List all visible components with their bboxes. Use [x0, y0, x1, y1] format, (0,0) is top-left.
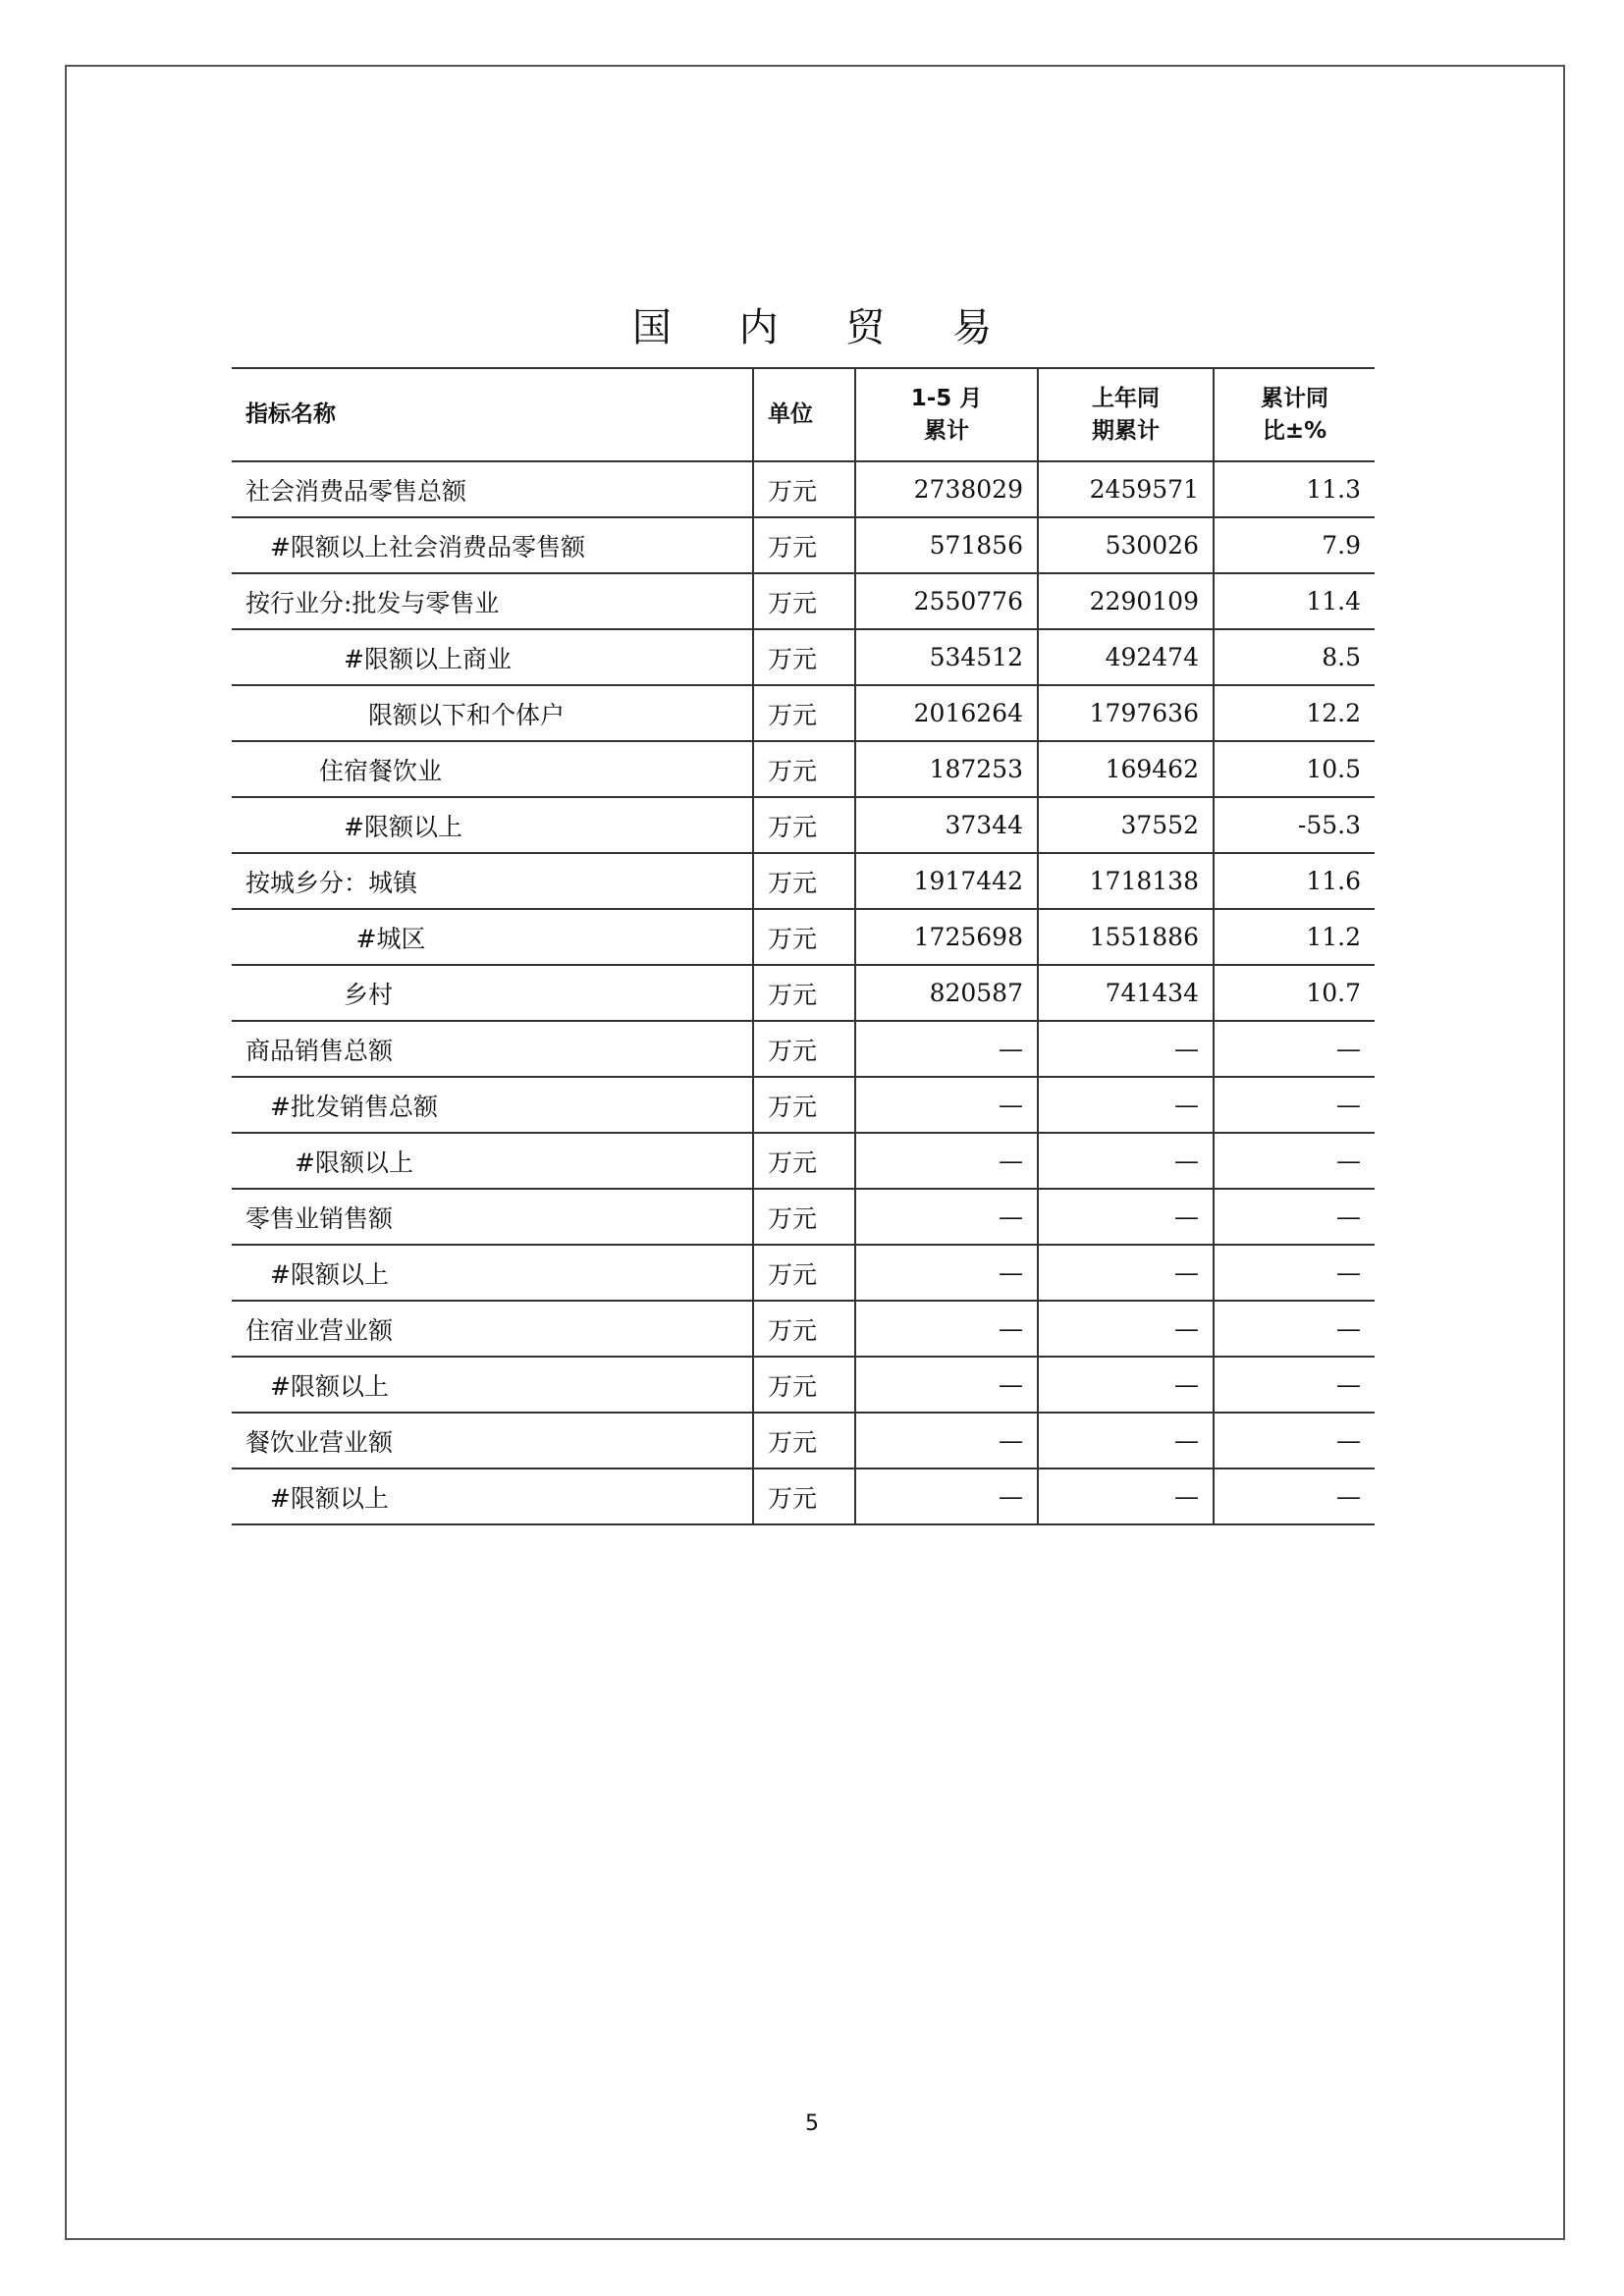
- indicator-name-cell: #批发销售总额: [232, 1077, 753, 1133]
- yoy-rate-cell: 11.3: [1214, 461, 1375, 517]
- table-row: [232, 629, 1375, 685]
- unit-cell: 万元: [753, 1468, 855, 1524]
- table-header-row: [232, 368, 1375, 461]
- yoy-rate-cell: —: [1214, 1468, 1375, 1524]
- table-row: [232, 1133, 1375, 1189]
- unit-cell: 万元: [753, 1245, 855, 1301]
- current-cumulative-cell: 2016264: [855, 685, 1038, 741]
- indicator-name-cell: 住宿业营业额: [232, 1301, 753, 1357]
- prev-cumulative-cell: 530026: [1038, 517, 1214, 573]
- page-title: 国 内 贸 易: [631, 305, 1020, 350]
- prev-cumulative-cell: —: [1038, 1077, 1214, 1133]
- header-prev-line2: 期累计: [1092, 417, 1160, 444]
- prev-cumulative-cell: —: [1038, 1357, 1214, 1413]
- indicator-name-cell: 商品销售总额: [232, 1021, 753, 1077]
- prev-cumulative-cell: 2459571: [1038, 461, 1214, 517]
- unit-cell: 万元: [753, 741, 855, 797]
- table-row: [232, 1468, 1375, 1524]
- header-prev-cumulative: [1038, 368, 1214, 461]
- table-row: [232, 909, 1375, 965]
- current-cumulative-cell: 187253: [855, 741, 1038, 797]
- current-cumulative-cell: 1917442: [855, 853, 1038, 909]
- yoy-rate-cell: —: [1214, 1189, 1375, 1245]
- indicator-name-cell: #限额以上社会消费品零售额: [232, 517, 753, 573]
- unit-cell: 万元: [753, 1077, 855, 1133]
- current-cumulative-cell: 2738029: [855, 461, 1038, 517]
- prev-cumulative-cell: 1797636: [1038, 685, 1214, 741]
- table-row: [232, 1301, 1375, 1357]
- indicator-name-cell: #限额以上: [232, 797, 753, 853]
- current-cumulative-cell: —: [855, 1189, 1038, 1245]
- current-cumulative-cell: —: [855, 1468, 1038, 1524]
- table-row: [232, 965, 1375, 1021]
- unit-cell: 万元: [753, 629, 855, 685]
- yoy-rate-cell: 10.5: [1214, 741, 1375, 797]
- current-cumulative-cell: 534512: [855, 629, 1038, 685]
- indicator-name-cell: 限额以下和个体户: [232, 685, 753, 741]
- unit-cell: 万元: [753, 797, 855, 853]
- unit-cell: 万元: [753, 909, 855, 965]
- table-row: [232, 797, 1375, 853]
- indicator-name-cell: 按城乡分：城镇: [232, 853, 753, 909]
- prev-cumulative-cell: —: [1038, 1413, 1214, 1468]
- prev-cumulative-cell: —: [1038, 1468, 1214, 1524]
- yoy-rate-cell: —: [1214, 1077, 1375, 1133]
- indicator-name-cell: #限额以上: [232, 1245, 753, 1301]
- prev-cumulative-cell: —: [1038, 1021, 1214, 1077]
- table-row: [232, 517, 1375, 573]
- domestic-trade-table: [232, 367, 1375, 1525]
- table-body: [232, 461, 1375, 1524]
- yoy-rate-cell: —: [1214, 1357, 1375, 1413]
- indicator-name-cell: 乡村: [232, 965, 753, 1021]
- yoy-rate-cell: —: [1214, 1301, 1375, 1357]
- table-row: [232, 1413, 1375, 1468]
- table-row: [232, 461, 1375, 517]
- yoy-rate-cell: —: [1214, 1133, 1375, 1189]
- prev-cumulative-cell: 37552: [1038, 797, 1214, 853]
- table-row: [232, 1077, 1375, 1133]
- current-cumulative-cell: —: [855, 1245, 1038, 1301]
- table-row: [232, 1189, 1375, 1245]
- indicator-name-cell: #限额以上: [232, 1133, 753, 1189]
- yoy-rate-cell: —: [1214, 1245, 1375, 1301]
- header-unit: 单位: [753, 368, 855, 461]
- header-rate-line2: 比±%: [1262, 417, 1327, 444]
- current-cumulative-cell: 571856: [855, 517, 1038, 573]
- indicator-name-cell: 社会消费品零售总额: [232, 461, 753, 517]
- unit-cell: 万元: [753, 1133, 855, 1189]
- yoy-rate-cell: -55.3: [1214, 797, 1375, 853]
- header-rate-line1: 累计同: [1261, 385, 1328, 411]
- header-current-line1: 1-5 月: [910, 385, 983, 411]
- yoy-rate-cell: 11.4: [1214, 573, 1375, 629]
- current-cumulative-cell: 2550776: [855, 573, 1038, 629]
- indicator-name-cell: 餐饮业营业额: [232, 1413, 753, 1468]
- header-current-line2: 累计: [924, 417, 969, 444]
- yoy-rate-cell: 12.2: [1214, 685, 1375, 741]
- unit-cell: 万元: [753, 1301, 855, 1357]
- yoy-rate-cell: 11.6: [1214, 853, 1375, 909]
- unit-cell: 万元: [753, 685, 855, 741]
- prev-cumulative-cell: —: [1038, 1301, 1214, 1357]
- yoy-rate-cell: 10.7: [1214, 965, 1375, 1021]
- current-cumulative-cell: 1725698: [855, 909, 1038, 965]
- current-cumulative-cell: —: [855, 1021, 1038, 1077]
- page-number: 5: [805, 2111, 819, 2136]
- current-cumulative-cell: 37344: [855, 797, 1038, 853]
- header-current-cumulative: [855, 368, 1038, 461]
- unit-cell: 万元: [753, 965, 855, 1021]
- indicator-name-cell: 住宿餐饮业: [232, 741, 753, 797]
- table-row: [232, 1245, 1375, 1301]
- unit-cell: 万元: [753, 1413, 855, 1468]
- unit-cell: 万元: [753, 461, 855, 517]
- yoy-rate-cell: 11.2: [1214, 909, 1375, 965]
- table-row: [232, 741, 1375, 797]
- prev-cumulative-cell: 2290109: [1038, 573, 1214, 629]
- indicator-name-cell: 按行业分:批发与零售业: [232, 573, 753, 629]
- prev-cumulative-cell: 1718138: [1038, 853, 1214, 909]
- current-cumulative-cell: —: [855, 1133, 1038, 1189]
- table-row: [232, 573, 1375, 629]
- prev-cumulative-cell: 741434: [1038, 965, 1214, 1021]
- prev-cumulative-cell: 169462: [1038, 741, 1214, 797]
- current-cumulative-cell: —: [855, 1077, 1038, 1133]
- indicator-name-cell: #限额以上: [232, 1468, 753, 1524]
- indicator-name-cell: #城区: [232, 909, 753, 965]
- unit-cell: 万元: [753, 1021, 855, 1077]
- indicator-name-cell: #限额以上商业: [232, 629, 753, 685]
- table-row: [232, 685, 1375, 741]
- yoy-rate-cell: —: [1214, 1413, 1375, 1468]
- current-cumulative-cell: 820587: [855, 965, 1038, 1021]
- table-row: [232, 1357, 1375, 1413]
- yoy-rate-cell: 8.5: [1214, 629, 1375, 685]
- indicator-name-cell: #限额以上: [232, 1357, 753, 1413]
- prev-cumulative-cell: 1551886: [1038, 909, 1214, 965]
- prev-cumulative-cell: —: [1038, 1133, 1214, 1189]
- header-yoy-rate: [1214, 368, 1375, 461]
- indicator-name-cell: 零售业销售额: [232, 1189, 753, 1245]
- unit-cell: 万元: [753, 1189, 855, 1245]
- table-row: [232, 853, 1375, 909]
- prev-cumulative-cell: 492474: [1038, 629, 1214, 685]
- header-indicator-name: 指标名称: [232, 368, 753, 461]
- unit-cell: 万元: [753, 1357, 855, 1413]
- unit-cell: 万元: [753, 517, 855, 573]
- prev-cumulative-cell: —: [1038, 1245, 1214, 1301]
- yoy-rate-cell: —: [1214, 1021, 1375, 1077]
- header-prev-line1: 上年同: [1092, 385, 1160, 411]
- unit-cell: 万元: [753, 853, 855, 909]
- current-cumulative-cell: —: [855, 1413, 1038, 1468]
- unit-cell: 万元: [753, 573, 855, 629]
- yoy-rate-cell: 7.9: [1214, 517, 1375, 573]
- current-cumulative-cell: —: [855, 1301, 1038, 1357]
- current-cumulative-cell: —: [855, 1357, 1038, 1413]
- table-row: [232, 1021, 1375, 1077]
- prev-cumulative-cell: —: [1038, 1189, 1214, 1245]
